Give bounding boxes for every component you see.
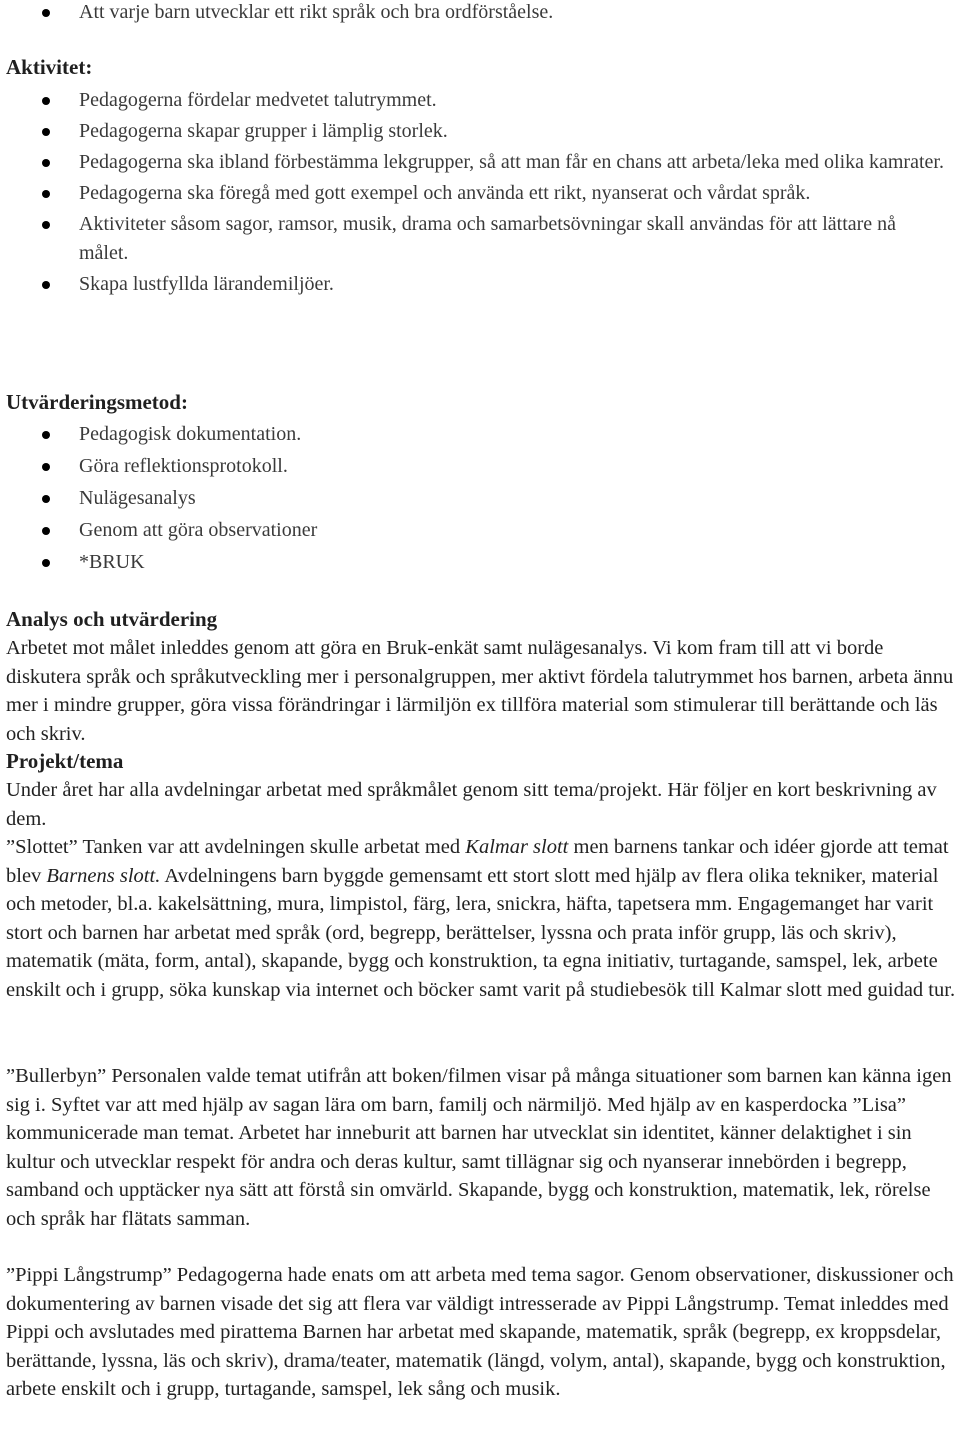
projekt-intro-paragraph: Under året har alla avdelningar arbetat med språkmålet genom sitt tema/projekt. Här följer en kort beskrivning av dem. <box>6 779 937 830</box>
slottet-italic-1: Kalmar slott <box>465 836 569 858</box>
slottet-text-2: men barnens tankar och idéer gjorde att temat blev <box>6 836 949 887</box>
slottet-italic-2: Barnens slott. <box>46 864 161 887</box>
list-item: Pedagogisk dokumentation. <box>0 420 960 449</box>
list-item: Pedagogerna ska föregå med gott exempel och använda ett rikt, nyanserat och vårdat språk. <box>0 179 960 208</box>
projekt-heading: Projekt/tema <box>6 749 124 773</box>
analys-paragraph: Arbetet mot målet inleddes genom att göra en Bruk-enkät samt nulägesanalys. Vi kom fram till att vi borde diskutera språk och språkutveckling mer i personalgruppen, mer aktivt fördela talutrymmet hos barnen, arbeta ännu mer i mindre grupper, göra vissa förändringar i lärmiljön ex tillföra material som stimulerar till berättande och läs och skriv. <box>6 637 954 745</box>
list-item: Genom att göra observationer <box>0 516 960 545</box>
list-item: Skapa lustfyllda lärandemiljöer. <box>0 270 960 299</box>
aktivitet-list <box>0 86 960 299</box>
intro-bullet-list <box>0 0 960 27</box>
bullerbyn-paragraph: ”Bullerbyn” Personalen valde temat utifrån att boken/filmen visar på många situationer som barnen kan känna igen sig i. Syftet var att med hjälp av sagan lära om barn, familj och närmiljö. Med hjälp av en kasperdocka ”Lisa” kommunicerade man temat. Arbetet har inneburit att barnen har utvecklat sin identitet, känner delaktighet i sin kultur och utvecklar respekt för andra och deras kultur, samt tillägnar sig och nyanserar innebörden i begrepp, samband och upptäcker nya sätt att förstå sin omvärld. Skapande, bygg och konstruktion, matematik, lek, rörelse och språk har flätats samman. <box>6 1065 952 1230</box>
analys-heading: Analys och utvärdering <box>6 607 218 631</box>
aktivitet-heading: Aktivitet: <box>6 55 93 79</box>
list-item: Nulägesanalys <box>0 484 960 513</box>
list-item: Pedagogerna skapar grupper i lämplig storlek. <box>0 117 960 146</box>
list-item: Aktiviteter såsom sagor, ramsor, musik, drama och samarbetsövningar skall användas för att lättare nå målet. <box>0 210 960 268</box>
list-item: *BRUK <box>0 548 960 577</box>
list-item: Att varje barn utvecklar ett rikt språk och bra ordförståelse. <box>0 0 960 27</box>
slottet-text-3: Avdelningens barn byggde gemensamt ett stort slott med hjälp av flera olika tekniker, material och metoder, bl.a. kakelsättning, mura, limpistol, färg, lera, snickra, häfta, tapetsera mm. Engagemanget har varit stort och barnen har arbetat med språk (ord, begrepp, berättelser, lyssna och prata inför grupp, läs och skriv), matematik (mäta, form, antal), skapande, bygg och konstruktion, ta egna initiativ, turtagande, samspel, lek, arbete enskilt och i grupp, söka kunskap via internet och böcker samt varit på studiebesök till Kalmar slott med guidad tur. <box>6 864 956 1001</box>
list-item: Göra reflektionsprotokoll. <box>0 452 960 481</box>
slottet-text-1: ”Slottet” Tanken var att avdelningen skulle arbetat med <box>6 836 466 858</box>
list-item: Pedagogerna ska ibland förbestämma lekgrupper, så att man får en chans att arbeta/leka med olika kamrater. <box>0 148 960 177</box>
slottet-paragraph <box>6 833 956 1005</box>
list-item: Pedagogerna fördelar medvetet talutrymmet. <box>0 86 960 115</box>
pippi-paragraph: ”Pippi Långstrump” Pedagogerna hade enats om att arbeta med tema sagor. Genom observationer, diskussioner och dokumentering av barnen visade det sig att flera var väldigt intresserade av Pippi Långstrump. Temat inleddes med Pippi och avslutades med pirattema Barnen har arbetat med skapande, matematik, språk (begrepp, ex kroppsdelar, berättande, lyssna, läs och skriv), drama/teater, matematik (längd, volym, antal), skapande, bygg och konstruktion, arbete enskilt och i grupp, turtagande, samspel, lek sång och musik. <box>6 1264 954 1401</box>
utvardering-list <box>0 420 960 577</box>
utvardering-heading: Utvärderingsmetod: <box>6 390 188 414</box>
